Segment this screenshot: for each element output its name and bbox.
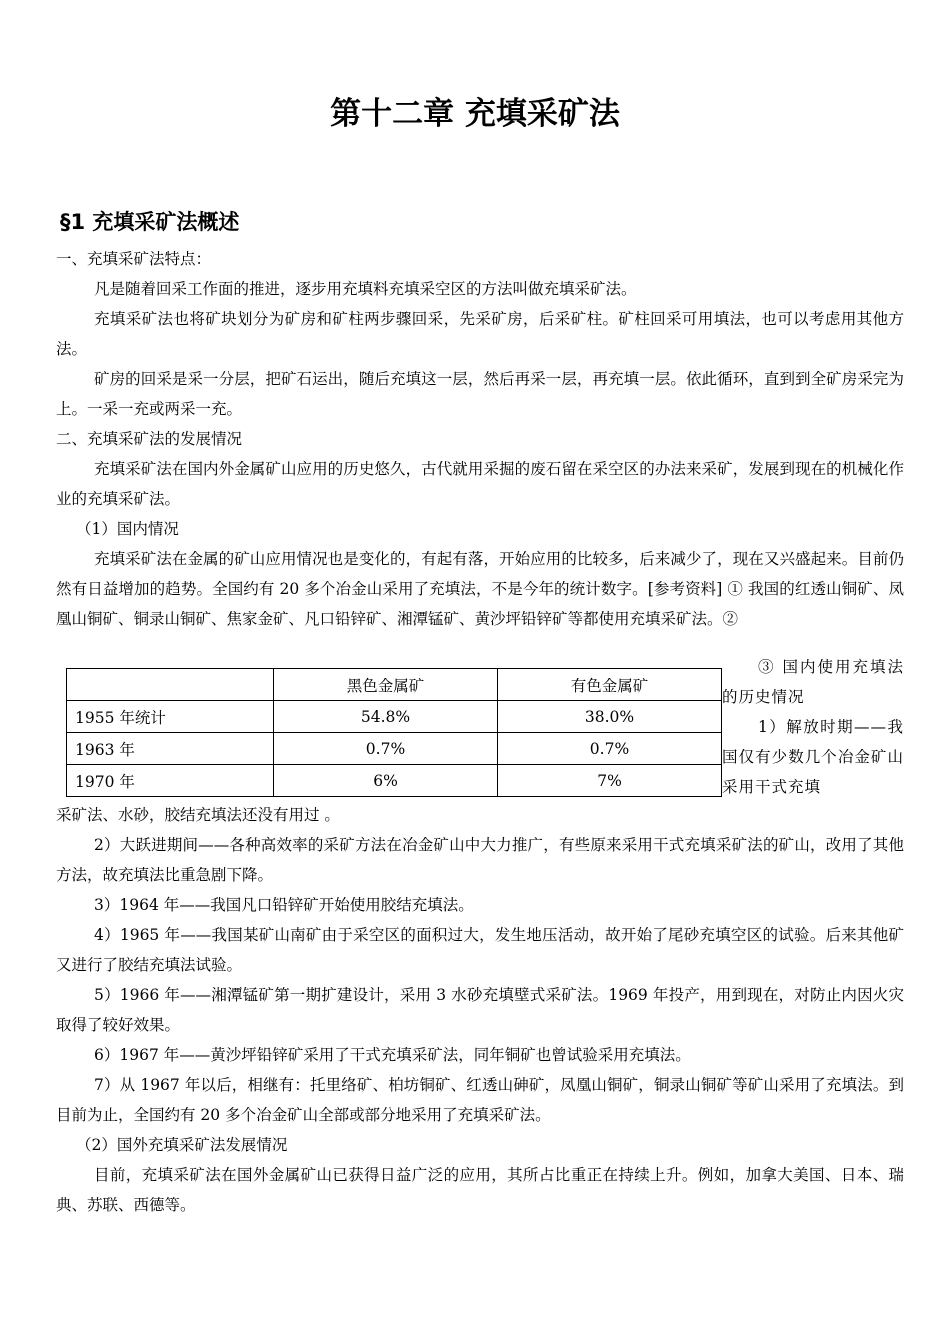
table-header-cell: 黑色金属矿 <box>274 669 498 701</box>
table-header-cell <box>67 669 274 701</box>
paragraph: 5）1966 年——湘潭锰矿第一期扩建设计，采用 3 水砂充填壁式采矿法。1969 年投产，用到现在，对防止内因火灾取得了较好效果。 <box>56 986 904 1034</box>
paragraph: 2）大跃进期间——各种高效率的采矿方法在冶金矿山中大力推广，有些原来采用干式充填采矿法的矿山，改用了其他方法，故充填法比重急剧下降。 <box>56 836 904 884</box>
paragraph: 3）1964 年——我国凡口铅锌矿开始使用胶结充填法。 <box>94 896 474 914</box>
table-with-side-text <box>56 652 904 802</box>
paragraph: 6）1967 年——黄沙坪铅锌矿采用了干式充填采矿法，同年铜矿也曾试验采用充填法。 <box>94 1046 691 1064</box>
paragraph: 矿房的回采是采一分层，把矿石运出，随后充填这一层，然后再采一层，再充填一层。依此循环，直到到全矿房采完为上。一采一充或两采一充。 <box>56 370 904 418</box>
table-cell: 1955 年统计 <box>67 701 274 733</box>
table-header-cell: 有色金属矿 <box>498 669 722 701</box>
paragraph: 充填采矿法也将矿块划分为矿房和矿柱两步骤回采，先采矿房，后采矿柱。矿柱回采可用填法，也可以考虑用其他方法。 <box>56 310 904 358</box>
paragraph: 充填采矿法在金属的矿山应用情况也是变化的，有起有落，开始应用的比较多，后来减少了，现在又兴盛起来。目前仍然有日益增加的趋势。全国约有 20 多个冶金山采用了充填法，不是今年的统计数字。[参考资料] ① 我国的红透山铜矿、凤凰山铜矿、铜录山铜矿、焦家金矿、凡口铅锌矿、湘潭锰矿、黄沙坪铅锌矿等都使用充填采矿法。② <box>56 550 904 628</box>
heading-features: 一、充填采矿法特点： <box>56 250 212 268</box>
statistics-table <box>66 668 722 797</box>
table-cell: 1963 年 <box>67 733 274 765</box>
paragraph: 凡是随着回采工作面的推进，逐步用充填料充填采空区的方法叫做充填采矿法。 <box>94 280 637 298</box>
paragraph: 采矿法、水砂，胶结充填法还没有用过 。 <box>56 806 340 824</box>
body-part-1 <box>56 244 904 634</box>
table-row <box>67 765 722 797</box>
side-text <box>722 652 904 802</box>
table-header-row <box>67 669 722 701</box>
table-cell: 54.8% <box>274 701 498 733</box>
paragraph: 7）从 1967 年以后，相继有：托里络矿、柏坊铜矿、红透山砷矿，凤凰山铜矿，铜录山铜矿等矿山采用了充填法。到目前为止，全国约有 20 多个冶金矿山全部或部分地采用了充填采矿法。 <box>56 1076 904 1124</box>
paragraph: 目前，充填采矿法在国外金属矿山已获得日益广泛的应用，其所占比重正在持续上升。例如，加拿大美国、日本、瑞典、苏联、西德等。 <box>56 1166 904 1214</box>
table-cell: 6% <box>274 765 498 797</box>
body-part-2 <box>56 800 904 1220</box>
side-paragraph: 1）解放时期——我国仅有少数几个冶金矿山采用干式充填 <box>722 718 904 796</box>
heading-foreign: （2）国外充填采矿法发展情况 <box>76 1136 288 1154</box>
side-paragraph: ③ 国内使用充填法的历史情况 <box>722 658 904 706</box>
table-cell: 38.0% <box>498 701 722 733</box>
table-cell: 1970 年 <box>67 765 274 797</box>
table-cell: 0.7% <box>274 733 498 765</box>
heading-development: 二、充填采矿法的发展情况 <box>56 430 243 448</box>
table-cell: 7% <box>498 765 722 797</box>
table-row <box>67 701 722 733</box>
table-cell: 0.7% <box>498 733 722 765</box>
table-row <box>67 733 722 765</box>
heading-domestic: （1）国内情况 <box>76 520 179 538</box>
paragraph: 4）1965 年——我国某矿山南矿由于采空区的面积过大，发生地压活动，故开始了尾砂充填空区的试验。后来其他矿又进行了胶结充填法试验。 <box>56 926 904 974</box>
section-heading: §1 充填采矿法概述 <box>60 210 240 234</box>
chapter-title: 第十二章 充填采矿法 <box>330 96 620 132</box>
paragraph: 充填采矿法在国内外金属矿山应用的历史悠久，古代就用采掘的废石留在采空区的办法来采矿，发展到现在的机械化作业的充填采矿法。 <box>56 460 904 508</box>
